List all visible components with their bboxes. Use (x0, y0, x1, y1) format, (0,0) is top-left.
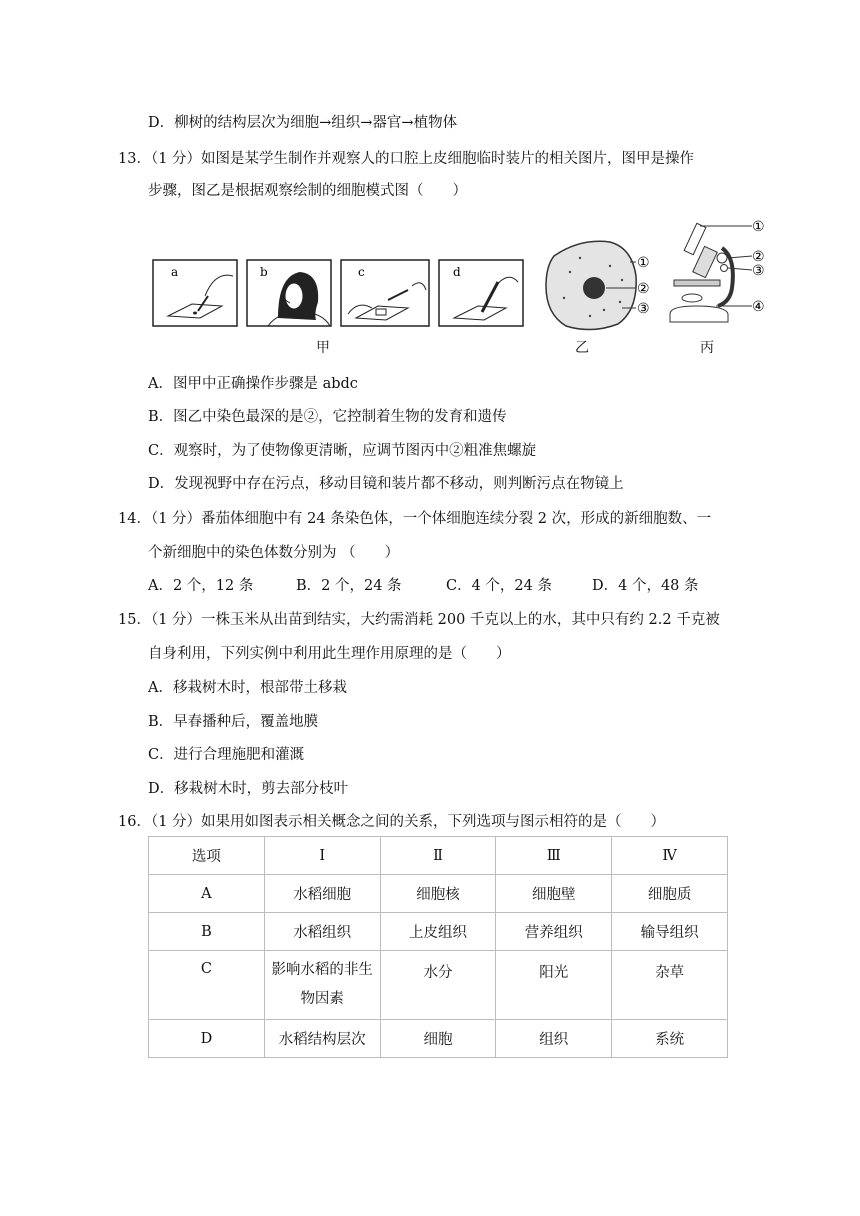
caption-bing: 丙 (700, 340, 714, 356)
q12-option-d: D．柳树的结构层次为细胞→组织→器官→植物体 (148, 115, 458, 131)
q15-stem-line2: 自身利用，下列实例中利用此生理作用原理的是（ ） (148, 646, 511, 662)
table-header-row (149, 837, 728, 875)
q14-option-b: B．2 个，24 条 (296, 578, 402, 594)
caption-yi: 乙 (575, 340, 589, 356)
table-cell: 水稻组织 (264, 913, 380, 951)
table-row (149, 1020, 728, 1058)
table-row (149, 875, 728, 913)
q15-option-a: A．移栽树木时，根部带土移栽 (148, 680, 347, 696)
panel-a-label: a (171, 265, 179, 279)
microscope-marker-1: ① (752, 219, 765, 235)
q14-option-a: A．2 个，12 条 (148, 578, 254, 594)
table-header-cell: Ⅳ (612, 837, 728, 875)
table-cell: 营养组织 (496, 913, 612, 951)
table-cell: 水分 (380, 951, 496, 1020)
q15-option-c: C．进行合理施肥和灌溉 (148, 747, 305, 763)
q13-stem-line1: 13．（1 分）如图是某学生制作并观察人的口腔上皮细胞临时装片的相关图片，图甲是操作 (118, 151, 695, 167)
q14-stem-line1: 14．（1 分）番茄体细胞中有 24 条染色体，一个体细胞连续分裂 2 次，形成的新细胞数、一 (118, 511, 712, 527)
figure-jia-panels (150, 256, 526, 332)
q13-option-a: A．图甲中正确操作步骤是 abdc (148, 376, 358, 392)
panel-c (341, 260, 429, 326)
q15-option-d: D．移栽树木时，剪去部分枝叶 (148, 781, 349, 797)
table-cell: 杂草 (612, 951, 728, 1020)
panel-d (439, 260, 523, 326)
table-cell: 水稻结构层次 (264, 1020, 380, 1058)
table-cell: 细胞质 (612, 875, 728, 913)
microscope-marker-2: ② (752, 249, 765, 265)
table-cell: B (149, 913, 265, 951)
table-cell: C (149, 951, 265, 1020)
table-row (149, 913, 728, 951)
panel-a (153, 260, 237, 326)
caption-jia: 甲 (316, 340, 330, 356)
q13-option-b: B．图乙中染色最深的是②，它控制着生物的发育和遗传 (148, 409, 507, 425)
cell-marker-3: ③ (637, 301, 650, 317)
figure-bing-microscope (664, 214, 774, 334)
q16-stem: 16．（1 分）如果用如图表示相关概念之间的关系，下列选项与图示相符的是（ ） (118, 814, 666, 830)
cell-marker-2: ② (637, 281, 650, 297)
table-cell: 细胞壁 (496, 875, 612, 913)
table-cell: 上皮组织 (380, 913, 496, 951)
q16-options-table (148, 836, 728, 1058)
q15-stem-line1: 15．（1 分）一株玉米从出苗到结实，大约需消耗 200 千克以上的水，其中只有约 2.2 千克被 (118, 612, 720, 628)
table-cell: 阳光 (496, 951, 612, 1020)
q13-option-c: C．观察时，为了使物像更清晰，应调节图丙中②粗准焦螺旋 (148, 443, 537, 459)
q15-option-b: B．早春播种后，覆盖地膜 (148, 714, 319, 730)
table-cell: 细胞核 (380, 875, 496, 913)
cell-marker-1: ① (637, 255, 650, 271)
table-cell: D (149, 1020, 265, 1058)
q14-option-c: C．4 个，24 条 (446, 578, 552, 594)
q13-option-d: D．发现视野中存在污点，移动目镜和装片都不移动，则判断污点在物镜上 (148, 476, 624, 492)
panel-c-label: c (358, 265, 365, 279)
microscope-marker-4: ④ (752, 299, 765, 315)
table-cell: 细胞 (380, 1020, 496, 1058)
table-cell: 系统 (612, 1020, 728, 1058)
panel-b (247, 260, 331, 326)
table-header-cell: Ⅰ (264, 837, 380, 875)
table-header-cell: Ⅲ (496, 837, 612, 875)
table-row (149, 951, 728, 1020)
panel-b-label: b (260, 265, 268, 279)
table-cell: 输导组织 (612, 913, 728, 951)
panel-d-label: d (453, 265, 461, 279)
microscope-marker-3: ③ (752, 263, 765, 279)
q14-option-d: D．4 个，48 条 (592, 578, 699, 594)
table-cell: A (149, 875, 265, 913)
table-cell: 组织 (496, 1020, 612, 1058)
q14-stem-line2: 个新细胞中的染色体数分别为 （ ） (148, 545, 400, 561)
table-cell: 水稻细胞 (264, 875, 380, 913)
table-cell: 影响水稻的非生物因素 (264, 951, 380, 1020)
table-header-cell: 选项 (149, 837, 265, 875)
table-header-cell: Ⅱ (380, 837, 496, 875)
q13-stem-line2: 步骤，图乙是根据观察绘制的细胞模式图（ ） (148, 183, 467, 199)
figure-yi-cell (540, 236, 660, 336)
